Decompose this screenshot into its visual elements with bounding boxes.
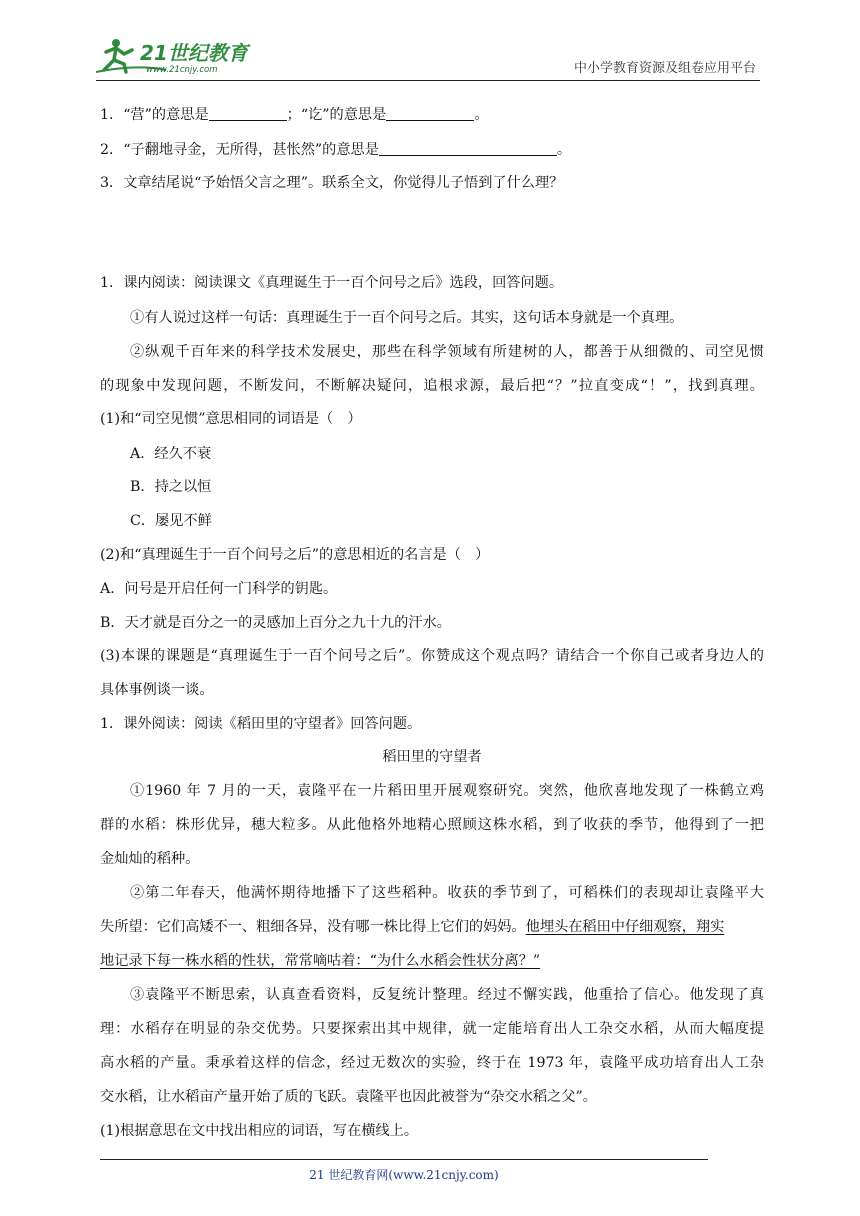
reading2-p3-l1: ③袁隆平不断思索，认真查看资料，反复统计整理。经过不懈实践，他重拾了信心。他发现了真 xyxy=(130,987,764,1003)
reading1-q1-option-a[interactable]: A．经久不衰 xyxy=(130,446,212,462)
footer-divider xyxy=(100,1159,708,1160)
reading2-p2-l2: 失所望：它们高矮不一、粗细各异，没有哪一株比得上它们的妈妈。他埋头在稻田中仔细观察，翔实 xyxy=(100,919,725,935)
reading1-q1: (1)和“司空见惯”意思相同的词语是（ ） xyxy=(100,411,362,427)
footer-link[interactable]: 21 世纪教育网(www.21cnjy.com) xyxy=(309,1168,499,1182)
svg-text:www.21cnjy.com: www.21cnjy.com xyxy=(146,65,218,75)
reading1-q1-option-c[interactable]: C．屡见不鲜 xyxy=(130,513,212,529)
reading2-p1-l2: 群的水稻：株形优异，穗大粒多。从此他格外地精心照顾这株水稻，到了收获的季节，他得到了一把 xyxy=(100,817,764,833)
reading1-para2-line2: 的现象中发现问题，不断发问，不断解决疑问，追根求源，最后把“？”拉直变成“！”，找到真理。 xyxy=(100,378,764,394)
reading1-q2-option-b[interactable]: B．天才就是百分之一的灵感加上百分之九十九的汗水。 xyxy=(100,615,451,631)
reading1-q2-option-a[interactable]: A．问号是开启任何一门科学的钥匙。 xyxy=(100,581,338,597)
answer-blank[interactable] xyxy=(379,139,557,156)
reading1-q1-option-b[interactable]: B．持之以恒 xyxy=(130,479,212,495)
reading2-p3-l2: 理：水稻存在明显的杂交优势。只要探索出其中规律，就一定能培育出人工杂交水稻，从而大幅度提 xyxy=(100,1021,764,1037)
question-1: 1．“营”的意思是 ；“讫”的意思是 。 xyxy=(100,104,489,126)
logo-runner-icon xyxy=(96,36,261,76)
reading2-q1: (1)根据意思在文中找出相应的词语，写在横线上。 xyxy=(100,1123,419,1139)
reading2-heading: 1．课外阅读：阅读《稻田里的守望者》回答问题。 xyxy=(100,716,422,732)
reading2-p3-l4: 交水稻，让水稻亩产量开始了质的飞跃。袁隆平也因此被誉为“杂交水稻之父”。 xyxy=(100,1089,597,1105)
reading2-p1-l1: ①1960 年 7 月的一天，袁隆平在一片稻田里开展观察研究。突然，他欣喜地发现了一株鹤立鸡 xyxy=(130,783,764,799)
reading1-heading: 1．课内阅读：阅读课文《真理诞生于一百个问号之后》选段，回答问题。 xyxy=(100,275,564,291)
logo xyxy=(96,36,261,76)
platform-name: 中小学教育资源及组卷应用平台 xyxy=(573,61,756,76)
reading1-para1: ①有人说过这样一句话：真理诞生于一百个问号之后。其实，这句话本身就是一个真理。 xyxy=(130,310,684,326)
answer-blank[interactable] xyxy=(386,104,474,121)
svg-text:21世纪教育: 21世纪教育 xyxy=(140,41,248,65)
reading1-para2-line1: ②纵观千百年来的科学技术发展史，那些在科学领域有所建树的人，都善于从细微的、司空见惯 xyxy=(130,344,764,360)
reading1-q2: (2)和“真理诞生于一百个问号之后”的意思相近的名言是（ ） xyxy=(100,547,490,563)
reading2-title: 稻田里的守望者 xyxy=(382,749,482,765)
reading2-p1-l3: 金灿灿的稻种。 xyxy=(100,851,200,867)
reading1-q3-line2: 具体事例谈一谈。 xyxy=(100,682,214,698)
underlined-sentence: 他埋头在稻田中仔细观察，翔实 xyxy=(525,919,725,935)
question-2: 2．“子翻地寻金，无所得，甚怅然”的意思是 。 xyxy=(100,139,571,161)
reading2-p2-l1: ②第二年春天，他满怀期待地播下了这些稻种。收获的季节到了，可稻株们的表现却让袁隆平大 xyxy=(130,885,764,901)
answer-blank[interactable] xyxy=(209,104,287,121)
reading2-p2-l3: 地记录下每一株水稻的性状，常常嘀咕着：“为什么水稻会性状分离？” xyxy=(100,953,541,969)
reading1-q3-line1: (3)本课的课题是“真理诞生于一百个问号之后”。你赞成这个观点吗？请结合一个你自己或者身边人的 xyxy=(100,648,764,664)
question-3: 3．文章结尾说“予始悟父言之理”。联系全文，你觉得儿子悟到了什么理？ xyxy=(100,175,564,191)
page-header xyxy=(96,30,760,81)
reading2-p3-l3: 高水稻的产量。秉承着这样的信念，经过无数次的实验，终于在 1973 年，袁隆平成功培育出人工杂 xyxy=(100,1055,764,1071)
